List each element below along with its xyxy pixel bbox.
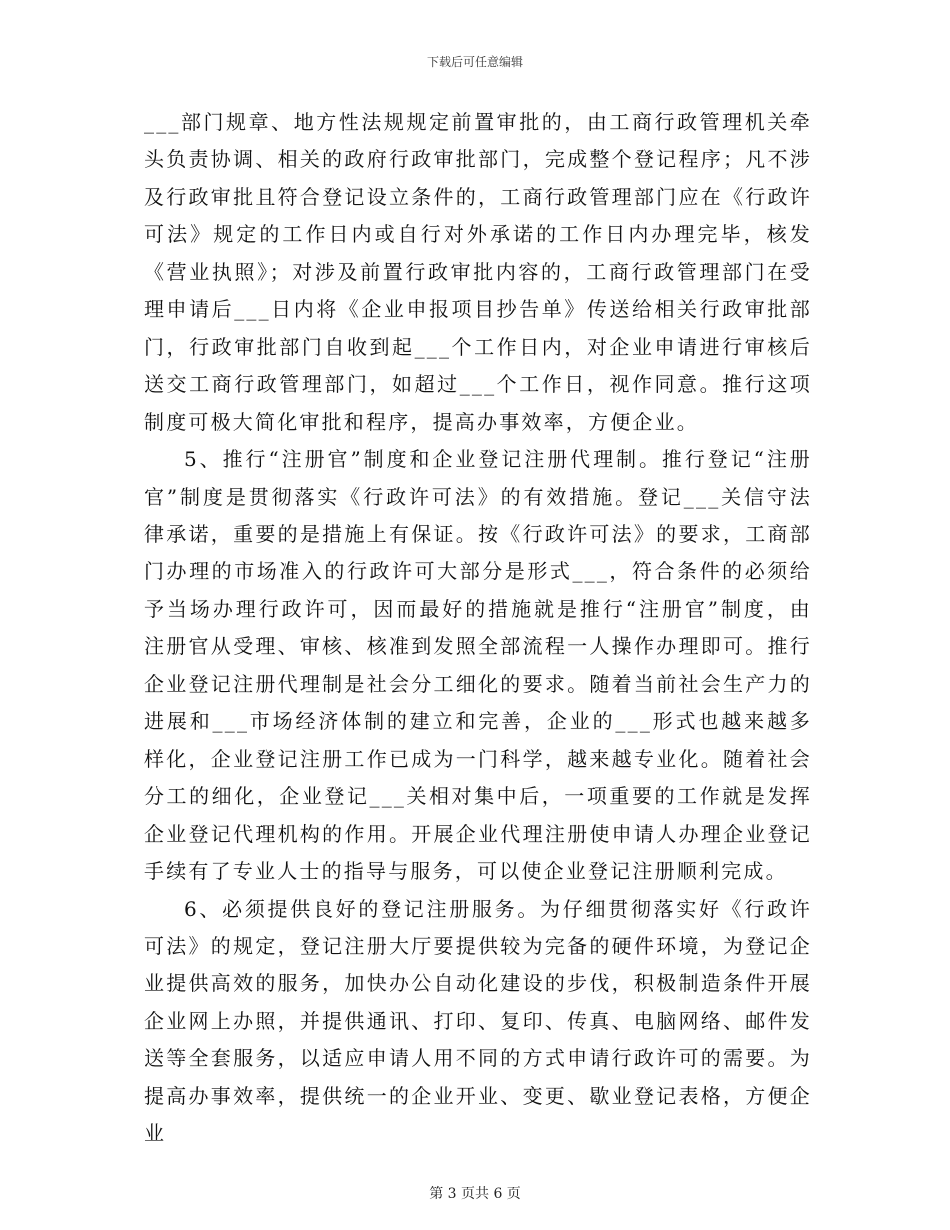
paragraph-item-5: 5、推行“注册官”制度和企业登记注册代理制。推行登记“注册官”制度是贯彻落实《行政许可法》的有效措施。登记___关信守法律承诺，重要的是措施上有保证。按《行政许可法》的要求，工商部门办理的市场准入的行政许可大部分是形式___，符合条件的必须给予当场办理行政许可，因而最好的措施就是推行“注册官”制度，由注册官从受理、审核、核准到发照全部流程一人操作办理即可。推行企业登记注册代理制是社会分工细化的要求。随着当前社会生产力的进展和___市场经济体制的建立和完善，企业的___形式也越来越多样化，企业登记注册工作已成为一门科学，越来越专业化。随着社会分工的细化，企业登记___关相对集中后，一项重要的工作就是发挥企业登记代理机构的作用。开展企业代理注册使申请人办理企业登记手续有了专业人士的指导与服务，可以使企业登记注册顺利完成。 bbox=[144, 447, 812, 884]
document-body bbox=[144, 104, 812, 1153]
paragraph-continued: ___部门规章、地方性法规规定前置审批的，由工商行政管理机关牵头负责协调、相关的政府行政审批部门，完成整个登记程序；凡不涉及行政审批且符合登记设立条件的，工商行政管理部门应在《行政许可法》规定的工作日内或自行对外承诺的工作日内办理完毕，核发《营业执照》；对涉及前置行政审批内容的，工商行政管理部门在受理申请后___日内将《企业申报项目抄告单》传送给相关行政审批部门，行政审批部门自收到起___个工作日内，对企业申请进行审核后送交工商行政管理部门，如超过___个工作日，视作同意。推行这项制度可极大简化审批和程序，提高办事效率，方便企业。 bbox=[144, 110, 812, 434]
paragraph-item-6: 6、必须提供良好的登记注册服务。为仔细贯彻落实好《行政许可法》的规定，登记注册大厅要提供较为完备的硬件环境，为登记企业提供高效的服务，加快办公自动化建设的步伐，积极制造条件开展企业网上办照，并提供通讯、打印、复印、传真、电脑网络、邮件发送等全套服务，以适应申请人用不同的方式申请行政许可的需要。为提高办事效率，提供统一的企业开业、变更、歇业登记表格，方便企业 bbox=[144, 896, 812, 1146]
page-header: 下载后可任意编辑 bbox=[426, 55, 523, 69]
page-number: 第 3 页共 6 页 bbox=[429, 1186, 521, 1202]
